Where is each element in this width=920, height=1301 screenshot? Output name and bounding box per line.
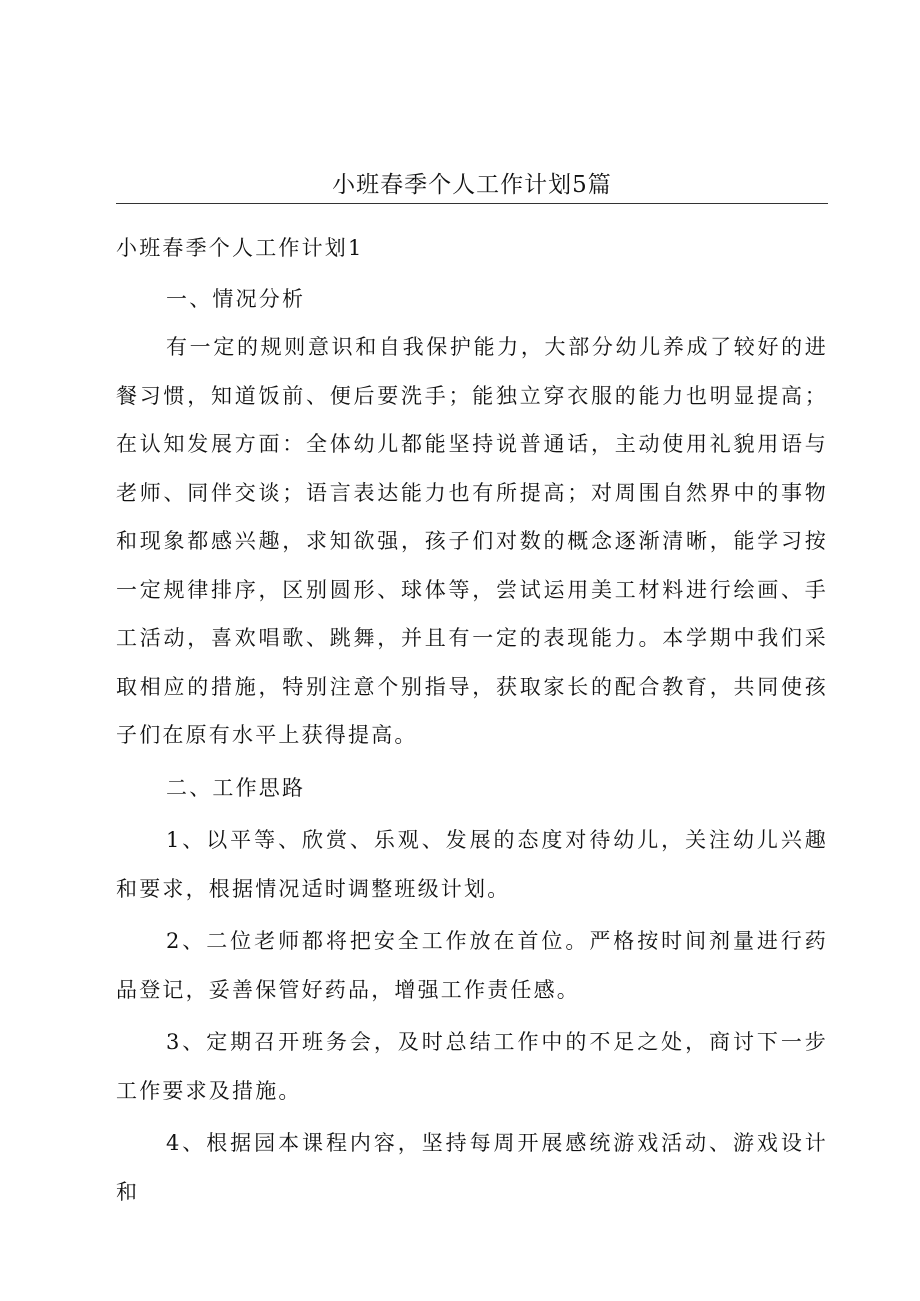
list-item-3: 3、定期召开班务会，及时总结工作中的不足之处，商讨下一步工作要求及措施。 [116,1030,828,1103]
heading-work-ideas: 二、工作思路 [166,775,306,800]
list-item-1: 1、以平等、欣赏、乐观、发展的态度对待幼儿，关注幼儿兴趣和要求，根据情况适时调整班级计划。 [116,828,828,901]
list-item-4: 4、根据园本课程内容，坚持每周开展感统游戏活动、游戏设计和 [116,1131,828,1204]
section-title: 小班春季个人工作计划1 [116,236,364,260]
document-title: 小班春季个人工作计划5篇 [332,172,612,198]
document-body [116,224,828,1216]
list-item-2: 2、二位老师都将把安全工作放在首位。严格按时间剂量进行药品登记，妥善保管好药品，增强工作责任感。 [116,929,828,1002]
heading-situation-analysis: 一、情况分析 [166,286,306,311]
paragraph-situation: 有一定的规则意识和自我保护能力，大部分幼儿养成了较好的进餐习惯，知道饭前、便后要洗手；能独立穿衣服的能力也明显提高；在认知发展方面：全体幼儿都能坚持说普通话，主动使用礼貌用语与老师、同伴交谈；语言表达能力也有所提高；对周围自然界中的事物和现象都感兴趣，求知欲强，孩子们对数的概念逐渐清晰，能学习按一定规律排序，区别圆形、球体等，尝试运用美工材料进行绘画、手工活动，喜欢唱歌、跳舞，并且有一定的表现能力。本学期中我们采取相应的措施，特别注意个别指导，获取家长的配合教育，共同使孩子们在原有水平上获得提高。 [116,335,828,747]
title-underline [116,203,828,204]
